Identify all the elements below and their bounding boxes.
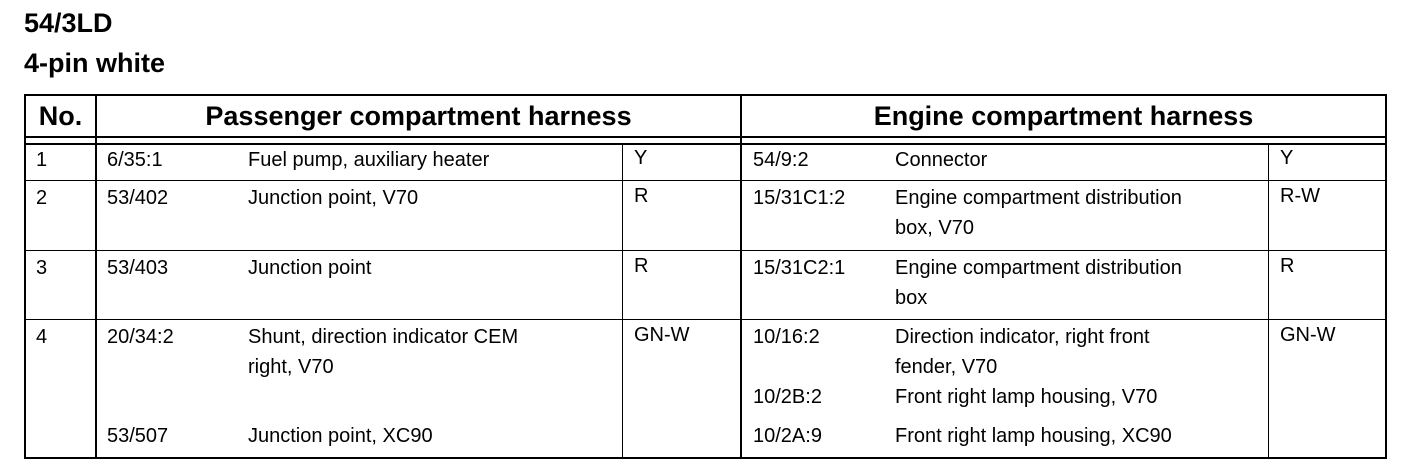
engine-code: 10/16:2 [753,326,820,348]
engine-description: box, V70 [895,217,974,239]
harness-table [24,94,1387,459]
engine-description: Direction indicator, right front [895,326,1150,348]
row-divider [26,250,1385,251]
passenger-wire-color: GN-W [634,324,690,346]
passenger-wire-color: Y [634,147,648,169]
engine-description: Engine compartment distribution [895,187,1182,209]
col-divider [740,96,742,457]
passenger-description: Junction point, XC90 [248,425,433,447]
row-divider [26,180,1385,181]
col-divider [1268,145,1269,457]
engine-code: 15/31C2:1 [753,257,846,279]
passenger-code: 53/507 [107,425,169,447]
row-number: 4 [36,326,48,348]
engine-description: Front right lamp housing, V70 [895,386,1158,408]
col-divider [622,145,623,457]
col-divider [95,96,97,457]
row-number: 1 [36,149,48,171]
engine-code: 10/2B:2 [753,386,822,408]
row-divider [26,319,1385,320]
engine-wire-color: GN-W [1280,324,1336,346]
header-no: No. [38,101,83,131]
engine-code: 15/31C1:2 [753,187,846,209]
engine-wire-color: R-W [1280,185,1320,207]
engine-description: Engine compartment distribution [895,257,1182,279]
header-passenger: Passenger compartment harness [205,101,632,131]
passenger-code: 53/403 [107,257,169,279]
engine-description: Front right lamp housing, XC90 [895,425,1172,447]
engine-description: box [895,287,928,309]
engine-description: Connector [895,149,988,171]
passenger-description: Junction point [248,257,372,279]
passenger-description: Junction point, V70 [248,187,419,209]
row-number: 3 [36,257,48,279]
passenger-wire-color: R [634,255,649,277]
engine-wire-color: Y [1280,147,1294,169]
passenger-description: Shunt, direction indicator CEM [248,326,519,348]
engine-code: 54/9:2 [753,149,809,171]
connector-description: 4-pin white [24,48,165,78]
connector-id: 54/3LD [24,8,113,38]
header-rule [26,143,1385,145]
passenger-code: 20/34:2 [107,326,174,348]
engine-code: 10/2A:9 [753,425,822,447]
passenger-wire-color: R [634,185,649,207]
passenger-code: 53/402 [107,187,169,209]
passenger-description: Fuel pump, auxiliary heater [248,149,490,171]
row-number: 2 [36,187,48,209]
engine-wire-color: R [1280,255,1295,277]
passenger-description: right, V70 [248,356,334,378]
engine-description: fender, V70 [895,356,998,378]
header-engine: Engine compartment harness [873,101,1254,131]
passenger-code: 6/35:1 [107,149,163,171]
header-rule [26,136,1385,138]
